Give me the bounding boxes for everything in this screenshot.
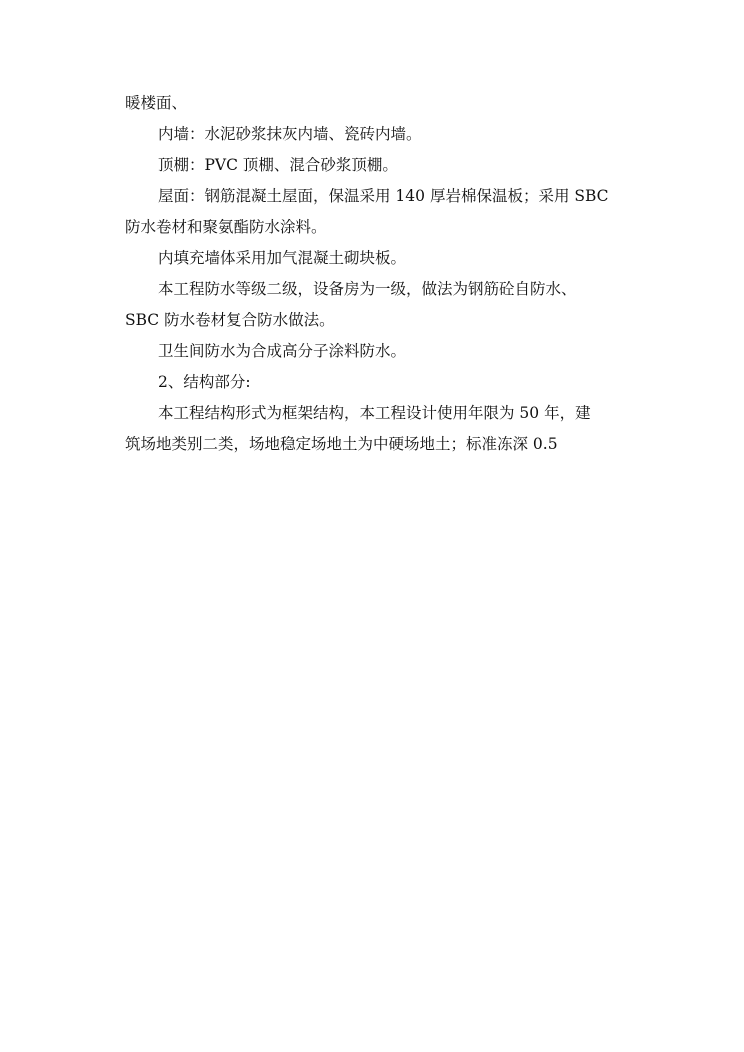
section-heading-structure: 2、结构部分: <box>158 373 251 391</box>
paragraph-waterproof-line1: 本工程防水等级二级，设备房为一级，做法为钢筋砼自防水、 <box>158 280 577 298</box>
paragraph-floor-end: 暖楼面、 <box>125 94 188 112</box>
paragraph-bathroom: 卫生间防水为合成高分子涂料防水。 <box>158 342 407 360</box>
paragraph-roof-line2: 防水卷材和聚氨酯防水涂料。 <box>125 218 327 236</box>
paragraph-ceiling: 顶棚：PVC 顶棚、混合砂浆顶棚。 <box>158 156 398 174</box>
paragraph-waterproof-line2: SBC 防水卷材复合防水做法。 <box>125 311 335 329</box>
paragraph-structure-line2: 筑场地类别二类，场地稳定场地土为中硬场地土；标准冻深 0.5 <box>125 435 558 453</box>
paragraph-infill-wall: 内填充墙体采用加气混凝土砌块板。 <box>158 249 407 267</box>
paragraph-roof-line1: 屋面：钢筋混凝土屋面，保温采用 140 厚岩棉保温板；采用 SBC <box>158 187 609 205</box>
paragraph-inner-wall: 内墙：水泥砂浆抹灰内墙、瓷砖内墙。 <box>158 125 422 143</box>
paragraph-structure-line1: 本工程结构形式为框架结构，本工程设计使用年限为 50 年，建 <box>158 404 591 422</box>
